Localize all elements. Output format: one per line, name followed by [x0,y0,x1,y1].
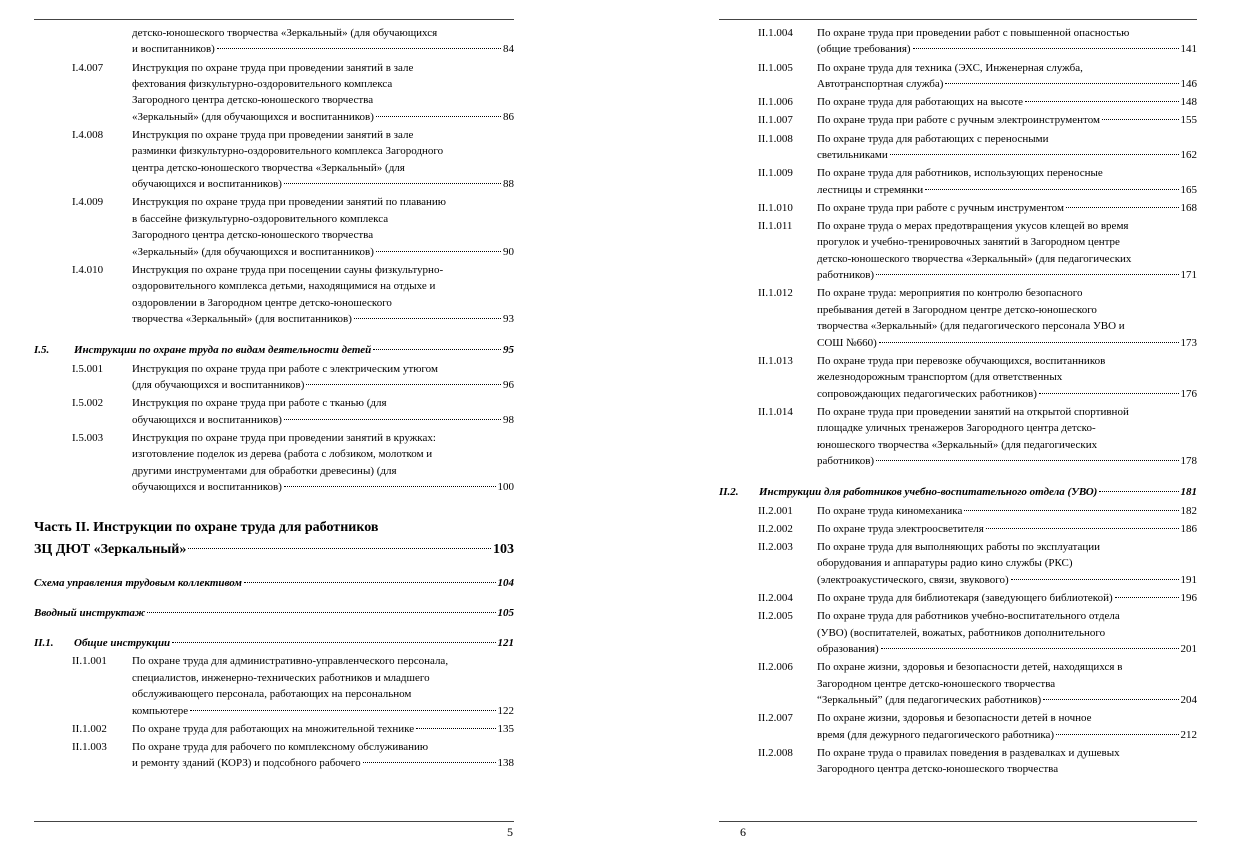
right-page [719,0,1197,842]
entry-title-line: детско-юношеского творчества «Зеркальный» (для обучающихся [132,27,438,39]
entry-title-line: другими инструментами для обработки древесины) (для [132,464,397,477]
entry-code: II.1.005 [758,61,793,74]
toc-entry[interactable] [719,590,1197,606]
toc-entry[interactable] [719,521,1197,537]
entry-title-line: По охране труда для административно-управленческого персонала, [132,655,449,668]
entry-title-line: оздоровительного комплекса детьми, находящимися на отдыхе и [132,280,436,293]
dot-leader [876,460,1178,461]
entry-code: I.5.002 [72,397,104,410]
intro-heading[interactable] [34,605,514,621]
toc-entry[interactable] [719,94,1197,110]
entry-title-last-line: По охране труда при работе с ручным электроинструментом [817,114,1100,127]
entry-code: II.1.007 [758,114,793,127]
entry-title-line: фехтования физкультурно-оздоровительного комплекса [132,78,393,91]
toc-entry[interactable] [34,739,514,772]
page-ref: 84 [503,43,514,56]
entry-title-last-line: (для обучающихся и воспитанников) [132,378,305,391]
page-ref: 176 [1180,387,1197,400]
dot-leader [1025,101,1178,102]
entry-title-last-line: и ремонту зданий (КОРЗ) и подсобного рабочего [132,757,361,770]
entry-title-line: площадке уличных тренажеров Загородного центра детско- [817,422,1096,435]
page-ref: 146 [1180,78,1197,91]
entry-title-last-line: По охране труда для библиотекаря (заведующего библиотекой) [817,591,1113,604]
entry-title-line: По охране труда при проведении работ с повышенной опасностью [817,27,1130,39]
scheme-title: Схема управления трудовым коллективом [34,577,242,590]
page-ref: 138 [497,757,514,770]
entries-i5 [34,361,514,496]
entry-title-line: творчества «Зеркальный» (для педагогического персонала УВО и [817,320,1125,333]
page-ref: 178 [1180,455,1197,468]
section-heading-i5[interactable] [34,342,514,358]
toc-entry[interactable] [719,503,1197,519]
dot-leader [1011,579,1179,580]
entries-ii1 [34,653,514,771]
page-ref: 162 [1180,149,1197,162]
entry-code: II.1.013 [758,354,793,367]
dot-leader [913,48,1179,49]
entry-title-last-line: По охране труда при работе с ручным инструментом [817,201,1064,214]
page-ref: 90 [503,245,514,258]
page-ref: 155 [1180,114,1197,127]
part-title-line2: ЗЦ ДЮТ «Зеркальный» [34,542,187,558]
dot-leader [188,548,491,549]
entry-code: II.2.008 [758,746,793,759]
entry-title-line: в бассейне физкультурно-оздоровительного комплекса [132,212,389,225]
toc-entry[interactable] [34,361,514,394]
entry-title-last-line: СОШ №660) [817,336,877,349]
section-title: Инструкции по охране труда по видам деятельности детей [74,343,372,356]
page-ref: 135 [497,722,514,735]
intro-title: Вводный инструктаж [34,607,146,620]
bottom-rule [719,821,1197,822]
dot-leader [1039,393,1179,394]
toc-entry[interactable] [719,659,1197,708]
page-ref: 165 [1180,183,1197,196]
toc-entry[interactable] [719,608,1197,657]
entry-code: II.1.014 [758,405,793,418]
toc-entry[interactable] [719,165,1197,198]
dot-leader [244,582,496,583]
toc-entry[interactable] [34,262,514,328]
dot-leader [354,318,501,319]
entry-title-line: Инструкция по охране труда при проведении занятий по плаванию [132,196,447,209]
page-ref: 182 [1180,504,1197,517]
entry-code: II.2.006 [758,661,793,674]
entry-title-line: Загородного центра детско-юношеского творчества [817,763,1059,776]
page-ref: 186 [1180,522,1197,535]
section-title: Общие инструкции [74,637,171,650]
entry-code: II.1.001 [72,655,107,668]
page-ref: 196 [1180,591,1197,604]
page-ref: 201 [1180,642,1197,655]
entries-ii2 [719,503,1197,778]
entry-code: I.4.007 [72,61,104,74]
toc-entry[interactable] [719,25,1197,58]
entry-title-last-line: и воспитанников) [132,43,215,56]
page-ref: 181 [1180,485,1197,498]
part-title-line1: Часть II. Инструкции по охране труда для работников [34,520,379,536]
dot-leader [1099,491,1178,492]
toc-entry[interactable] [34,653,514,719]
entry-title-last-line: обучающихся и воспитанников) [132,178,282,191]
page-ref: 191 [1180,573,1197,586]
page-ref: 100 [497,480,514,493]
entry-code: I.4.008 [72,129,104,142]
dot-leader [1056,734,1178,735]
entry-title-line: По охране труда для работников учебно-воспитательного отдела [817,610,1120,623]
entry-title-line: По охране труда: мероприятия по контролю безопасного [817,287,1083,300]
entry-title-last-line: сопровождающих педагогических работников) [817,387,1037,400]
page-ref: 104 [497,577,514,590]
entry-title-line: По охране жизни, здоровья и безопасности детей, находящихся в [817,661,1123,674]
top-rule [34,19,514,20]
entry-title-line: По охране труда для выполняющих работы по эксплуатации [817,540,1101,553]
entry-code: II.1.003 [72,740,107,753]
entry-title-last-line: творчества «Зеркальный» (для воспитанников) [132,313,352,326]
dot-leader [876,274,1178,275]
dot-leader [376,251,501,252]
entry-title-line: Инструкция по охране труда при работе с электрическим утюгом [132,362,438,375]
entry-code: I.5.003 [72,431,104,444]
toc-entry[interactable] [719,218,1197,284]
entry-title-line: железнодорожным транспортом (для ответственных [817,371,1063,384]
section-heading-ii1[interactable] [34,635,514,651]
entry-title-line: По охране труда о мерах предотвращения укусов клещей во время [817,220,1129,233]
toc-entry[interactable] [34,127,514,193]
scheme-heading[interactable] [34,575,514,591]
toc-entry[interactable] [719,710,1197,743]
entry-title-last-line: лестницы и стремянки [817,183,924,196]
toc-entry[interactable] [719,745,1197,778]
left-page [34,0,514,842]
entry-title-line: Инструкция по охране труда при проведении занятий в зале [132,61,414,74]
entry-code: II.2.004 [758,591,793,604]
entry-title-last-line: По охране труда киномеханика [817,504,963,517]
page-ref: 103 [493,542,514,558]
entry-code: I.4.010 [72,263,104,276]
entry-title-last-line: работников) [817,269,875,282]
entry-title-line: По охране труда для работающих с переносными [817,132,1049,145]
toc-entry[interactable] [719,539,1197,588]
page-ref: 148 [1180,96,1197,109]
entry-code: II.2.003 [758,540,793,553]
entry-title-line: Загородного центра детско-юношеского творчества [132,229,374,242]
toc-entry[interactable] [719,200,1197,216]
entry-title-line: центра детско-юношеского творчества «Зеркальный» (для [132,161,405,174]
entry-title-last-line: «Зеркальный» (для обучающихся и воспитанников) [132,110,374,123]
entry-title-line: По охране труда для рабочего по комплексному обслуживанию [132,740,429,753]
entry-code: II.1.010 [758,201,793,214]
page-ref: 171 [1180,269,1197,282]
page-ref: 121 [497,637,514,650]
entry-code: I.4.009 [72,196,104,209]
dot-leader [172,642,495,643]
page-number: 5 [507,825,513,839]
dot-leader [1066,207,1179,208]
entry-title-last-line: светильниками [817,149,888,162]
dot-leader [890,154,1179,155]
entry-code: I.5.001 [72,362,104,375]
entry-title-last-line: время (для дежурного педагогического работника) [817,728,1055,741]
section-code: I.5. [34,343,50,356]
entry-title-last-line: компьютере [132,704,189,717]
page-ref: 105 [497,607,514,620]
dot-leader [945,83,1178,84]
entry-title-last-line: По охране труда для работающих на множительной технике [132,722,415,735]
entry-title-line: прогулок и учебно-тренировочных занятий в Загородном центре [817,236,1120,249]
dot-leader [986,528,1179,529]
page-ref: 98 [503,413,514,426]
dot-leader [217,48,501,49]
dot-leader [881,648,1179,649]
toc-entry[interactable] [719,112,1197,128]
entry-title-last-line: обучающихся и воспитанников) [132,480,282,493]
entry-code: II.1.004 [758,27,793,39]
toc-entry[interactable] [719,60,1197,93]
dot-leader [373,349,501,350]
page-ref: 88 [503,178,514,191]
entry-code: II.2.005 [758,610,793,623]
entry-code: II.1.011 [758,220,793,233]
dot-leader [306,384,501,385]
part-ii-heading[interactable] [34,517,514,561]
entry-title-last-line: По охране труда для работающих на высоте [817,96,1024,109]
entry-title-line: По охране жизни, здоровья и безопасности детей в ночное [817,712,1092,725]
entry-title-line: обслуживающего персонала, работающих на персональном [132,688,412,701]
section-title: Инструкции для работников учебно-воспитательного отдела (УВО) [759,485,1098,498]
entry-title-last-line: образования) [817,642,879,655]
entry-code: II.2.007 [758,712,793,725]
entry-title-last-line: (электроакустического, связи, звукового) [817,573,1009,586]
entry-code: II.1.012 [758,287,793,300]
bottom-rule [34,821,514,822]
entry-code: II.2.002 [758,522,793,535]
section-heading-ii2[interactable] [719,484,1197,500]
entry-code: II.1.008 [758,132,793,145]
dot-leader [925,189,1178,190]
page-ref: 141 [1180,43,1197,56]
page-ref: 95 [503,343,514,356]
entry-title-line: оборудования и аппаратуры радио кино службы (РКС) [817,557,1073,570]
entry-title-line: Загородного центра детско-юношеского творчества [132,94,374,107]
page-ref: 173 [1180,336,1197,349]
dot-leader [1115,597,1179,598]
entry-title-line: разминки физкультурно-оздоровительного комплекса Загородного [132,145,444,158]
entry-title-last-line: “Зеркальный” (для педагогических работников) [817,693,1042,706]
toc-entry[interactable] [719,285,1197,351]
dot-leader [964,510,1178,511]
entry-title-line: По охране труда при перевозке обучающихся, воспитанников [817,354,1106,367]
toc-entry[interactable] [719,353,1197,402]
page-ref: 122 [497,704,514,717]
entry-title-line: Инструкция по охране труда при работе с тканью (для [132,397,387,410]
entry-title-line: детско-юношеского творчества «Зеркальный» (для педагогических [817,252,1132,265]
toc-entry[interactable] [34,395,514,428]
entry-title-last-line: Автотранспортная служба) [817,78,944,91]
toc-entry[interactable] [34,60,514,126]
entry-title-line: специалистов, инженерно-технических работников и младшего [132,671,430,684]
entry-title-last-line: «Зеркальный» (для обучающихся и воспитанников) [132,245,374,258]
dot-leader [147,612,495,613]
toc-entry[interactable] [719,131,1197,164]
dot-leader [284,486,496,487]
entry-title-last-line: обучающихся и воспитанников) [132,413,282,426]
entry-code: II.1.002 [72,722,107,735]
page-ref: 86 [503,110,514,123]
entry-title-line: По охране труда при проведении занятий на открытой спортивной [817,405,1129,418]
dot-leader [879,342,1179,343]
toc-entry[interactable] [34,25,514,58]
entry-title-line: Инструкция по охране труда при проведении занятий в кружках: [132,431,436,444]
entry-code: II.1.009 [758,167,793,180]
entry-title-line: По охране труда о правилах поведения в раздевалках и душевых [817,746,1120,759]
dot-leader [1102,119,1179,120]
page-number: 6 [740,825,746,839]
section-code: II.1. [34,637,54,650]
toc-right [719,25,1197,779]
entry-title-line: оздоровлении в Загородном центре детско-юношеского [132,296,392,309]
entry-code: II.2.001 [758,504,793,517]
entry-title-last-line: работников) [817,455,875,468]
page-ref: 204 [1180,693,1197,706]
entry-title-line: По охране труда для техника (ЭХС, Инженерная служба, [817,61,1083,74]
entry-title-line: По охране труда для работников, использующих переносные [817,167,1103,180]
dot-leader [376,116,501,117]
entries-ii1-cont [719,25,1197,470]
entry-title-line: Загородном центре детско-юношеского творчества [817,677,1056,690]
dot-leader [1043,699,1178,700]
entry-title-line: (УВО) (воспитателей, вожатых, работников дополнительного [817,626,1106,639]
toc-entry[interactable] [34,430,514,496]
toc-left [34,25,514,774]
toc-entry[interactable] [34,721,514,737]
dot-leader [284,183,501,184]
toc-entry[interactable] [34,194,514,260]
page-ref: 93 [503,313,514,326]
dot-leader [190,710,495,711]
entry-title-line: изготовление поделок из дерева (работа с лобзиком, молотком и [132,448,433,461]
page-ref: 96 [503,378,514,391]
top-rule [719,19,1197,20]
entries-i4 [34,25,514,328]
dot-leader [416,728,495,729]
dot-leader [284,419,501,420]
entry-code: II.1.006 [758,96,793,109]
section-code: II.2. [719,485,739,498]
entry-title-last-line: (общие требования) [817,43,911,56]
entry-title-last-line: По охране труда электроосветителя [817,522,984,535]
entry-title-line: Инструкция по охране труда при проведении занятий в зале [132,129,414,142]
page-ref: 168 [1180,201,1197,214]
dot-leader [363,762,496,763]
page-ref: 212 [1180,728,1197,741]
entry-title-line: пребывания детей в Загородном центре детско-юношеского [817,303,1097,316]
entry-title-line: Инструкция по охране труда при посещении сауны физкультурно- [132,263,444,276]
entry-title-line: юношеского творчества «Зеркальный» (для педагогических [817,438,1098,451]
toc-entry[interactable] [719,404,1197,470]
